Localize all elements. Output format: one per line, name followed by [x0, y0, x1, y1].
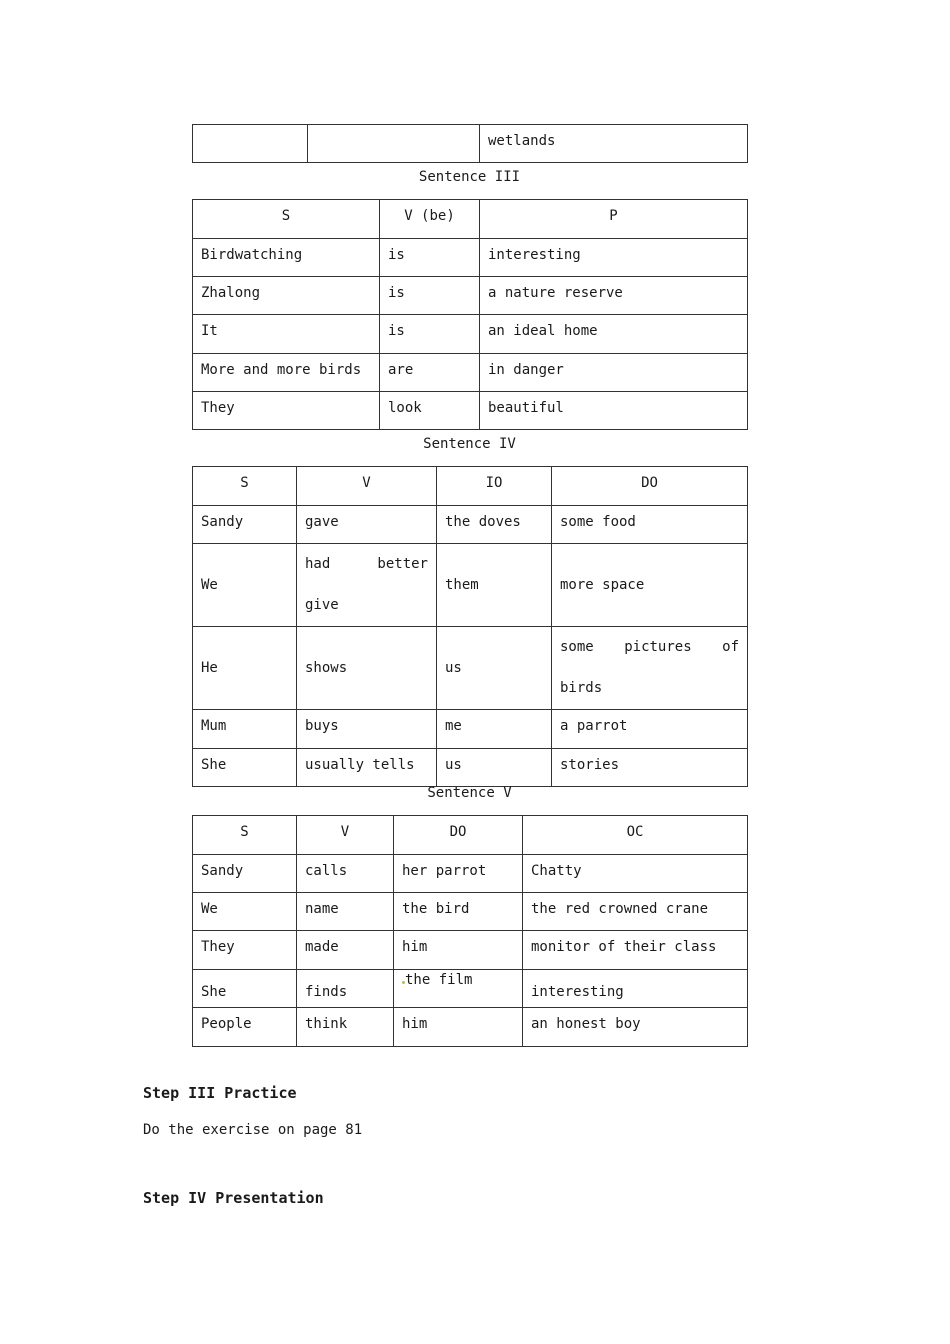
table-cell: finds	[297, 970, 394, 1008]
column-header: DO	[394, 816, 523, 855]
table-cell: him	[394, 1008, 523, 1047]
column-header: OC	[523, 816, 748, 855]
table-cell: gave	[297, 506, 437, 544]
table-cell: the bird	[394, 893, 523, 931]
column-header: V	[297, 816, 394, 855]
sentence5-caption: Sentence V	[427, 785, 512, 801]
table-row	[193, 970, 748, 1008]
step3-heading: Step III Practice	[143, 1084, 297, 1102]
table-cell: an honest boy	[523, 1008, 748, 1047]
table-cell: an ideal home	[480, 315, 748, 354]
table-row	[193, 1008, 748, 1047]
table-cell: Mum	[193, 710, 297, 749]
table-cell: More and more birds	[193, 354, 380, 392]
column-header: IO	[437, 467, 552, 506]
sentence3-table	[192, 199, 748, 430]
table-header-row	[193, 816, 748, 855]
table-cell	[394, 970, 523, 1008]
step4-heading: Step IV Presentation	[143, 1189, 324, 1207]
table-cell: made	[297, 931, 394, 970]
table-cell: them	[437, 544, 552, 627]
table-cell: some pictures of birds	[552, 627, 748, 710]
table-row	[193, 627, 748, 710]
sentence4-caption: Sentence IV	[423, 436, 516, 452]
table-cell: usually tells	[297, 749, 437, 787]
table-cell: him	[394, 931, 523, 970]
table-cell: the doves	[437, 506, 552, 544]
table-cell	[193, 125, 308, 163]
table-cell: are	[380, 354, 480, 392]
table-row	[193, 931, 748, 970]
table-cell: stories	[552, 749, 748, 787]
table-cell: We	[193, 544, 297, 627]
table-row	[193, 354, 748, 392]
table-row	[193, 125, 748, 163]
table-cell: a parrot	[552, 710, 748, 749]
table-cell: a nature reserve	[480, 277, 748, 315]
column-header: S	[193, 200, 380, 239]
table-cell: buys	[297, 710, 437, 749]
table-row	[193, 392, 748, 430]
sentence3-caption: Sentence III	[418, 169, 521, 185]
table-cell: They	[193, 392, 380, 430]
table-cell: me	[437, 710, 552, 749]
table-cell: monitor of their class	[523, 931, 748, 970]
table-row	[193, 749, 748, 787]
table-row	[193, 855, 748, 893]
column-header: V (be)	[380, 200, 480, 239]
sentence4-table	[192, 466, 748, 787]
cell-text: the film	[405, 972, 473, 988]
table-cell: They	[193, 931, 297, 970]
column-header: P	[480, 200, 748, 239]
table-cell: She	[193, 970, 297, 1008]
column-header: V	[297, 467, 437, 506]
column-header: S	[193, 467, 297, 506]
table-cell: Sandy	[193, 506, 297, 544]
table-cell	[308, 125, 480, 163]
table-cell: Sandy	[193, 855, 297, 893]
table-cell: some food	[552, 506, 748, 544]
step3-text: Do the exercise on page 81	[143, 1122, 363, 1138]
table-row	[193, 544, 748, 627]
table-cell: more space	[552, 544, 748, 627]
table-continued	[192, 124, 748, 163]
table-cell: Zhalong	[193, 277, 380, 315]
table-header-row	[193, 200, 748, 239]
table-cell: us	[437, 627, 552, 710]
table-cell: wetlands	[480, 125, 748, 163]
table-header-row	[193, 467, 748, 506]
table-row	[193, 239, 748, 277]
table-cell: Birdwatching	[193, 239, 380, 277]
table-cell: We	[193, 893, 297, 931]
table-cell: look	[380, 392, 480, 430]
table-cell: shows	[297, 627, 437, 710]
sentence5-table	[192, 815, 748, 1047]
table-cell: in danger	[480, 354, 748, 392]
table-cell: calls	[297, 855, 394, 893]
table-cell: is	[380, 315, 480, 354]
table-cell: her parrot	[394, 855, 523, 893]
table-row	[193, 506, 748, 544]
table-cell: People	[193, 1008, 297, 1047]
column-header: DO	[552, 467, 748, 506]
table-cell: interesting	[523, 970, 748, 1008]
table-cell: He	[193, 627, 297, 710]
table-cell: Chatty	[523, 855, 748, 893]
table-cell: the red crowned crane	[523, 893, 748, 931]
table-cell: had better give	[297, 544, 437, 627]
table-cell: She	[193, 749, 297, 787]
table-row	[193, 315, 748, 354]
table-cell: It	[193, 315, 380, 354]
table-row	[193, 893, 748, 931]
table-cell: is	[380, 277, 480, 315]
table-cell: is	[380, 239, 480, 277]
table-cell: interesting	[480, 239, 748, 277]
table-row	[193, 710, 748, 749]
column-header: S	[193, 816, 297, 855]
table-cell: name	[297, 893, 394, 931]
table-cell: think	[297, 1008, 394, 1047]
table-cell: beautiful	[480, 392, 748, 430]
table-row	[193, 277, 748, 315]
table-cell: us	[437, 749, 552, 787]
